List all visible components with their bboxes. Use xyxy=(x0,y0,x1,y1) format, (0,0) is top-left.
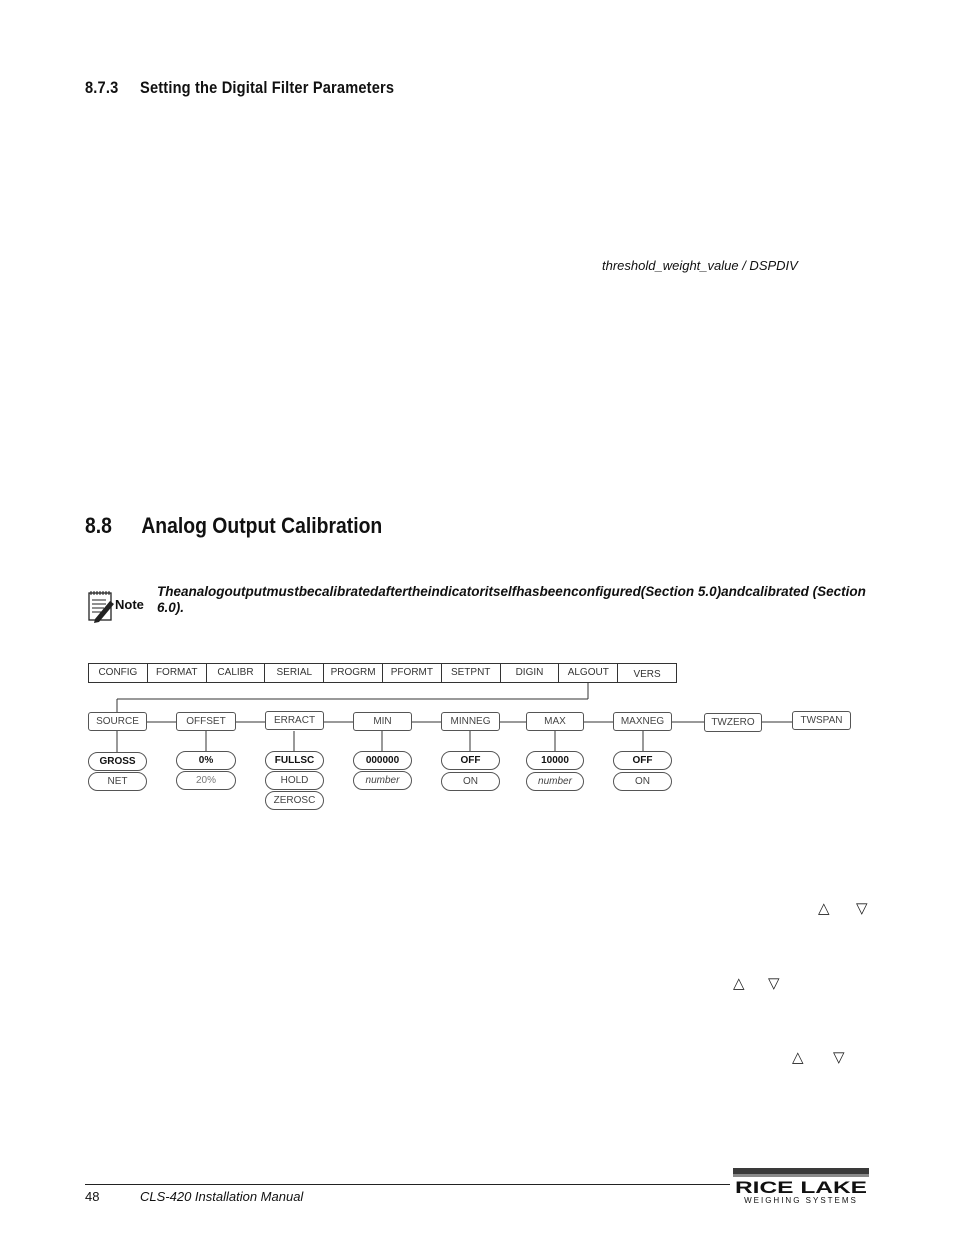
section-number: 8.8 xyxy=(85,513,112,538)
rice-lake-logo xyxy=(733,1168,869,1206)
down-arrow-icon: ▽ xyxy=(856,900,868,917)
menu-item-digin: DIGIN xyxy=(501,664,560,682)
menu-item-setpnt: SETPNT xyxy=(442,664,501,682)
menu-item-vers: VERS xyxy=(633,669,661,680)
option-max-default: 10000 xyxy=(526,751,584,770)
section-number: 8.7.3 xyxy=(85,78,119,97)
up-arrow-icon: △ xyxy=(733,975,745,992)
option-net: NET xyxy=(88,772,147,791)
param-minneg: MINNEG xyxy=(441,712,500,731)
menu-item-algout: ALGOUT xyxy=(559,664,618,682)
down-arrow-icon: ▽ xyxy=(833,1049,845,1066)
option-minneg-on: ON xyxy=(441,772,500,791)
svg-text:WEIGHING SYSTEMS: WEIGHING SYSTEMS xyxy=(744,1196,858,1205)
option-minneg-off: OFF xyxy=(441,751,500,770)
svg-text:RICE LAKE: RICE LAKE xyxy=(735,1178,867,1197)
down-arrow-icon: ▽ xyxy=(768,975,780,992)
option-maxneg-on: ON xyxy=(613,772,672,791)
param-source: SOURCE xyxy=(88,712,147,731)
menu-item-calibr: CALIBR xyxy=(207,664,266,682)
up-arrow-icon: △ xyxy=(792,1049,804,1066)
option-zerosc: ZEROSC xyxy=(265,791,324,810)
option-gross: GROSS xyxy=(88,752,147,771)
param-twspan: TWSPAN xyxy=(792,711,851,730)
filter-formula: threshold_weight_value / DSPDIV xyxy=(602,258,798,273)
up-arrow-icon: △ xyxy=(818,900,830,917)
footer-page-number: 48 xyxy=(85,1189,100,1204)
note-label: Note xyxy=(115,597,144,612)
param-maxneg: MAXNEG xyxy=(613,712,672,731)
section-title: Analog Output Calibration xyxy=(141,513,383,538)
param-max: MAX xyxy=(526,712,584,731)
option-min-default: 000000 xyxy=(353,751,412,770)
option-maxneg-off: OFF xyxy=(613,751,672,770)
option-offset-0: 0% xyxy=(176,751,236,770)
option-fullsc: FULLSC xyxy=(265,751,324,770)
option-hold: HOLD xyxy=(265,771,324,790)
menu-item-format: FORMAT xyxy=(148,664,207,682)
option-max-number: number xyxy=(526,772,584,791)
param-offset: OFFSET xyxy=(176,712,236,731)
param-erract: ERRACT xyxy=(265,711,324,730)
note-text: Theanalogoutputmustbecalibratedaftertheindicatoritselfhasbeenconfigured(Section 5.0)andcalibrated (Section 6.0). xyxy=(157,584,866,615)
param-min: MIN xyxy=(353,712,412,731)
param-twzero: TWZERO xyxy=(704,713,762,732)
menu-item-pformt: PFORMT xyxy=(383,664,442,682)
option-offset-20: 20% xyxy=(176,771,236,790)
section-title: Setting the Digital Filter Parameters xyxy=(140,78,395,97)
menu-item-serial: SERIAL xyxy=(265,664,324,682)
menu-item-progrm: PROGRM xyxy=(324,664,383,682)
option-min-number: number xyxy=(353,771,412,790)
footer-rule xyxy=(85,1184,730,1185)
footer-manual-title: CLS-420 Installation Manual xyxy=(140,1189,304,1204)
menu-item-config: CONFIG xyxy=(89,664,148,682)
